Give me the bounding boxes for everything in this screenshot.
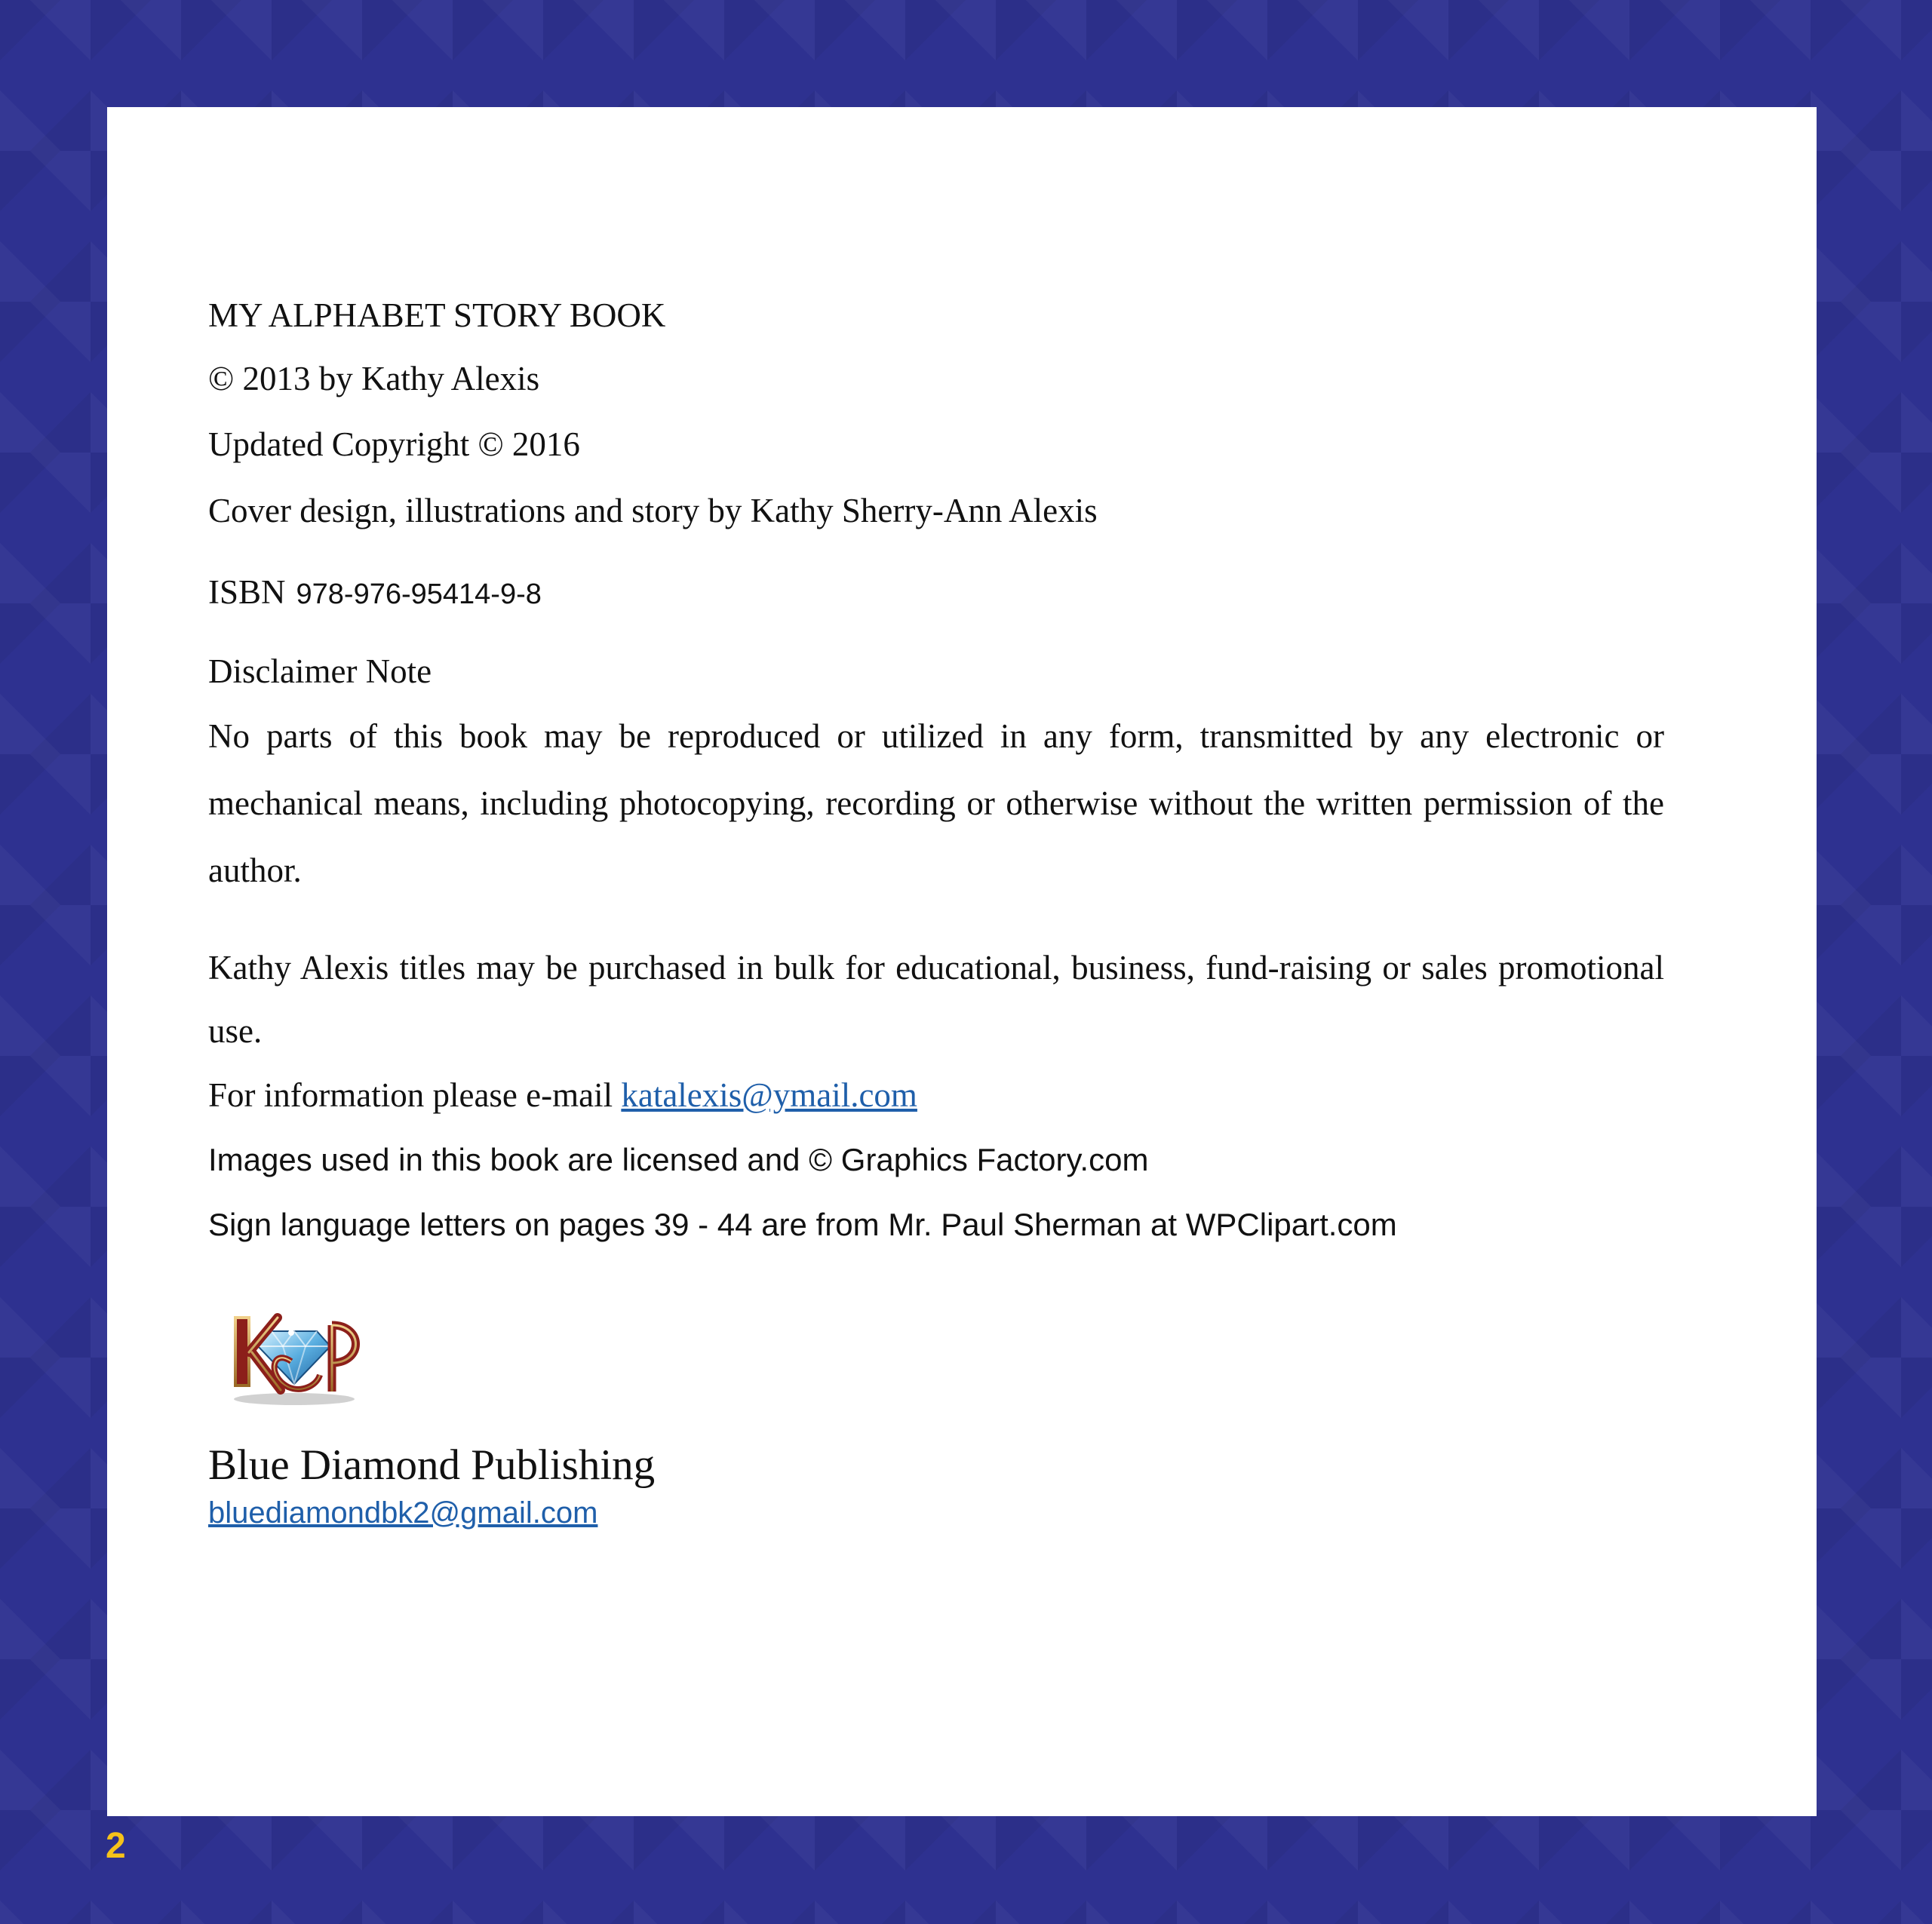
contact-email-link[interactable]: katalexis@ymail.com [621,1076,917,1114]
sign-language-credit-line: Sign language letters on pages 39 - 44 are from Mr. Paul Sherman at WPClipart.com [208,1207,1397,1242]
book-title: MY ALPHABET STORY BOOK [208,296,666,334]
isbn-label: ISBN [208,573,286,611]
disclaimer-text: No parts of this book may be reproduced or utilized in any form, transmitted by any electronic or mechanical means, including photocopying, recording or otherwise without the written permission of the author. [208,717,1664,889]
page-number: 2 [106,1826,126,1866]
publisher-logo [219,1303,370,1408]
images-credit-line: Images used in this book are licensed and © Graphics Factory.com [208,1142,1149,1177]
contact-prefix: For information please e-mail [208,1076,622,1114]
isbn-line [208,563,1664,623]
page-content [208,284,1664,1257]
credits-line: Cover design, illustrations and story by Kathy Sherry-Ann Alexis [208,492,1098,529]
contact-line [208,1063,1664,1128]
bulk-purchase-text: Kathy Alexis titles may be purchased in bulk for educational, business, fund-raising or sales promotional use. [208,949,1664,1050]
updated-copyright-line: Updated Copyright © 2016 [208,425,580,463]
publisher-name: Blue Diamond Publishing [208,1441,656,1489]
disclaimer-heading: Disclaimer Note [208,652,432,690]
copyright-page [107,107,1817,1816]
copyright-line: © 2013 by Kathy Alexis [208,360,540,397]
publisher-email-link[interactable]: bluediamondbk2@gmail.com [208,1496,598,1530]
isbn-number: 978-976-95414-9-8 [296,578,542,610]
